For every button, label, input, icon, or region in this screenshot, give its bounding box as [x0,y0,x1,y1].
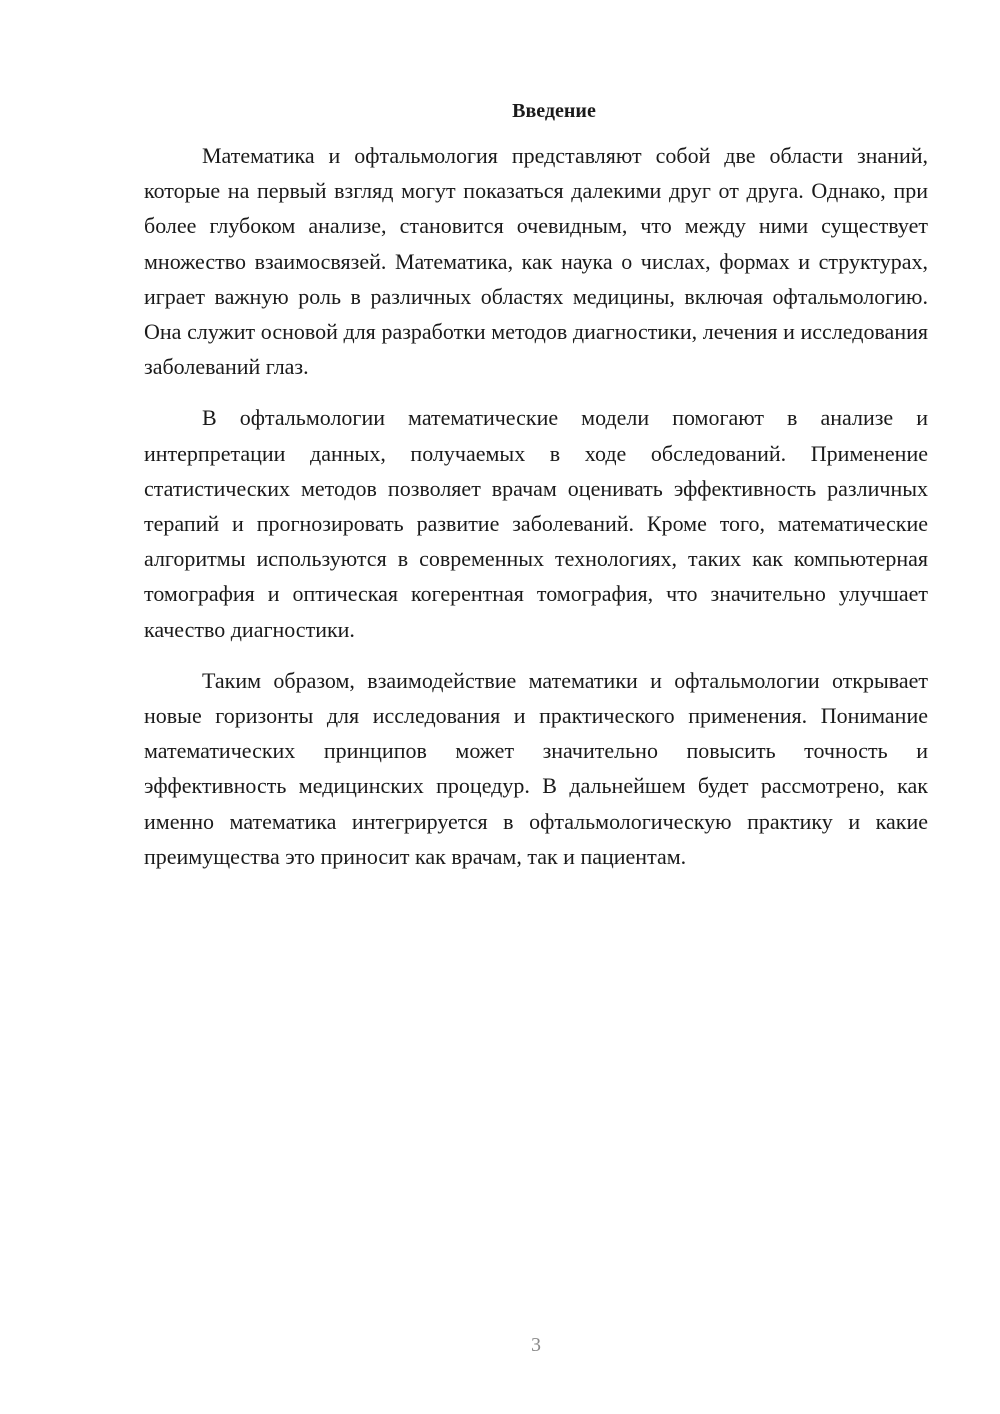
paragraph-1: Математика и офтальмология представляют собой две области знаний, которые на первый взгляд могут показаться далекими друг от друга. Однако, при более глубоком анализе, становится очевидным, что между ними существует множество взаимосвязей. Математика, как наука о числах, формах и структурах, играет важную роль в различных областях медицины, включая офтальмологию. Она служит основой для разработки методов диагностики, лечения и исследования заболеваний глаз. [144,143,928,380]
paragraph-3: Таким образом, взаимодействие математики и офтальмологии открывает новые горизонты для исследования и практического применения. Понимание математических принципов может значительно повысить точность и эффективность медицинских процедур. В дальнейшем будет рассмотрено, как именно математика интегрируется в офтальмологическую практику и какие преимущества это приносит как врачам, так и пациентам. [144,667,928,869]
page-content [144,96,928,890]
paragraph-2: В офтальмологии математические модели помогают в анализе и интерпретации данных, получаемых в ходе обследований. Применение статистических методов позволяет врачам оценивать эффективность различных терапий и прогнозировать развитие заболеваний. Кроме того, математические алгоритмы используются в современных технологиях, таких как компьютерная томография и оптическая когерентная томография, что значительно улучшает качество диагностики. [144,405,928,642]
section-title: Введение [512,100,596,122]
page-number: 3 [531,1334,541,1356]
